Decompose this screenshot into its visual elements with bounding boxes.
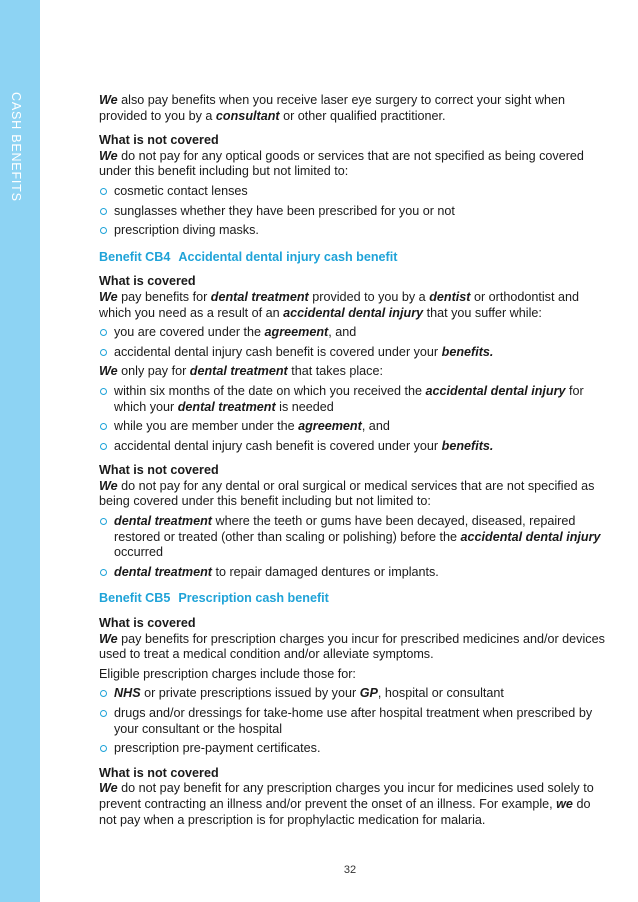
- list-item: accidental dental injury cash benefit is covered under your benefits.: [99, 345, 606, 361]
- paragraph-dental-coverage: We pay benefits for dental treatment provided to you by a dentist or orthodontist and which you need as a result of an accidental dental injury that you suffer while:: [99, 289, 579, 320]
- benefit-cb5-heading: Benefit CB5 Prescription cash benefit: [99, 591, 329, 606]
- list-item: cosmetic contact lenses: [99, 184, 606, 200]
- heading-not-covered: What is not covered: [99, 133, 219, 148]
- list-item: within six months of the date on which you received the accidental dental injury for which your dental treatment is needed: [99, 384, 606, 415]
- intro-paragraph: We also pay benefits when you receive laser eye surgery to correct your sight when provided to you by a consultant or other qualified practitioner.: [99, 93, 565, 123]
- list-item: prescription pre-payment certificates.: [99, 741, 606, 757]
- section-label: CASH BENEFITS: [9, 92, 23, 202]
- list-item: dental treatment to repair damaged dentures or implants.: [99, 565, 606, 581]
- heading-covered: What is covered: [99, 616, 196, 631]
- heading-not-covered: What is not covered: [99, 765, 219, 780]
- list-item: NHS or private prescriptions issued by your GP, hospital or consultant: [99, 686, 606, 702]
- sidebar-band: [0, 0, 40, 902]
- heading-covered: What is covered: [99, 274, 196, 289]
- page-content: [99, 93, 606, 828]
- list-item: while you are member under the agreement, and: [99, 419, 606, 435]
- list-item: dental treatment where the teeth or gums have been decayed, diseased, repaired restored or treated (other than scaling or polishing) before the accidental dental injury occurred: [99, 514, 606, 561]
- list-item: you are covered under the agreement, and: [99, 325, 606, 341]
- page-number: 32: [343, 864, 357, 876]
- list-item: accidental dental injury cash benefit is covered under your benefits.: [99, 439, 606, 455]
- list-item: sunglasses whether they have been prescribed for you or not: [99, 204, 606, 220]
- paragraph-dental-timing: We only pay for dental treatment that takes place:: [99, 364, 383, 379]
- list-item: prescription diving masks.: [99, 223, 606, 239]
- paragraph-eligible-charges: Eligible prescription charges include those for:: [99, 666, 356, 681]
- list-item: drugs and/or dressings for take-home use after hospital treatment when prescribed by your consultant or the hospital: [99, 706, 606, 737]
- paragraph-optical-exclusion: We do not pay for any optical goods or services that are not specified as being covered under this benefit including but not limited to:: [99, 148, 584, 179]
- paragraph-prescription-coverage: We pay benefits for prescription charges you incur for prescribed medicines and/or devices used to treat a medical condition and/or alleviate symptoms.: [99, 631, 605, 662]
- paragraph-prescription-exclusion: We do not pay benefit for any prescription charges you incur for medicines used solely to prevent contracting an illness and/or prevent the onset of an illness. For example, we do not pay when a prescription is for prophylactic medication for malaria.: [99, 781, 594, 827]
- paragraph-dental-exclusion: We do not pay for any dental or oral surgical or medical services that are not specified as being covered under this benefit including but not limited to:: [99, 478, 595, 509]
- heading-not-covered: What is not covered: [99, 463, 219, 478]
- benefit-cb4-heading: Benefit CB4 Accidental dental injury cash benefit: [99, 249, 398, 264]
